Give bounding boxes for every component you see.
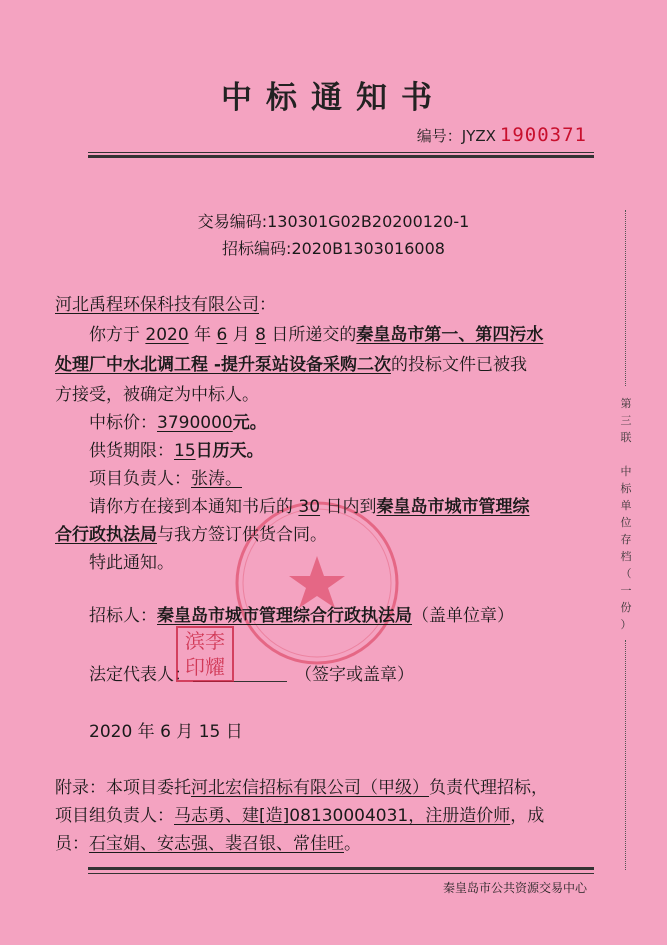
serial-label: 编号：JYZX: [416, 127, 496, 145]
code-block: [0, 208, 667, 262]
side-dotted-line-top: [625, 210, 628, 386]
appendix-line2: 项目组负责人：马志勇、建[造]08130004031，注册造价师，成: [55, 806, 545, 826]
side-note-char: 一: [620, 584, 632, 597]
side-copy-note: [617, 395, 635, 633]
recipient-name: 河北禹程环保科技有限公司: [55, 295, 259, 315]
side-note-char: 三: [620, 414, 632, 427]
side-note-char: 存: [620, 533, 632, 546]
appendix-line3: 员：石宝娟、安志强、裴召银、常佳旺。: [55, 834, 361, 854]
tender-code: 招标编码:2020B1303016008: [222, 239, 445, 258]
manager-line: 项目负责人：张涛。: [89, 469, 242, 489]
appendix-line1: 附录：本项目委托河北宏信招标有限公司（甲级）负责代理招标，: [55, 778, 548, 798]
side-note-char: 份: [620, 601, 632, 614]
side-note-char: （: [620, 567, 632, 580]
side-note-char: 位: [620, 516, 632, 529]
side-note-char: 单: [620, 499, 632, 512]
team-leader: 马志勇、建[造]08130004031，注册造价师: [174, 806, 511, 826]
recipient-line: 河北禹程环保科技有限公司：: [55, 295, 276, 315]
period-line: 供货期限：15日历天。: [89, 441, 264, 461]
contract-org-part2: 合行政执法局: [55, 525, 157, 545]
header-rule: [88, 152, 594, 153]
agency-name: 河北宏信招标有限公司（甲级）: [191, 778, 429, 798]
footer-rule-thick: [88, 867, 594, 870]
side-note-char: [617, 446, 635, 463]
footer-issuer: 秦皇岛市公共资源交易中心: [442, 881, 587, 895]
project-name-part1: 秦皇岛市第一、第四污水: [356, 325, 544, 345]
tenderer-name: 秦皇岛市城市管理综合行政执法局: [157, 606, 412, 626]
side-note-char: 第: [620, 397, 632, 410]
submit-month: 6: [216, 325, 228, 345]
side-note-char: 标: [620, 482, 632, 495]
price-line: 中标价：3790000元。: [89, 413, 267, 433]
para2-line2: 合行政执法局与我方签订供货合同。: [55, 525, 327, 545]
submit-year: 2020: [145, 325, 189, 345]
serial-number: [417, 124, 587, 146]
serial-number-value: 1900371: [499, 124, 587, 146]
para1-line1: 你方于 2020 年 6 月 8 日所递交的秦皇岛市第一、第四污水: [89, 325, 544, 345]
footer-rule: [88, 873, 594, 874]
project-name-part2: 处理厂中水北调工程 -提升泵站设备采购二次: [55, 355, 391, 375]
document-title: 中标通知书: [221, 80, 446, 116]
header-rule-thick: [88, 155, 594, 158]
side-note-char: 档: [620, 550, 632, 563]
contract-org-part1: 秦皇岛市城市管理综: [376, 497, 530, 517]
para1-line3: 方接受，被确定为中标人。: [55, 385, 259, 405]
legal-rep-seal: 滨李 印耀: [176, 626, 234, 682]
contract-days: 30: [298, 497, 321, 517]
bid-price: 3790000: [157, 413, 233, 433]
side-note-char: 中: [620, 465, 632, 478]
project-manager: 张涛。: [191, 469, 242, 489]
notice-closing: 特此通知。: [89, 553, 174, 573]
issue-date: 2020 年 6 月 15 日: [89, 722, 243, 742]
submit-day: 8: [255, 325, 266, 345]
side-note-char: 联: [620, 431, 632, 444]
team-members: 石宝娟、安志强、裴召银、常佳旺: [89, 834, 344, 854]
legal-rep-line: 法定代表人： （签字或盖章）: [89, 665, 414, 685]
side-note-char: ）: [620, 618, 632, 631]
side-dotted-line-bottom: [625, 640, 628, 870]
delivery-days: 15: [174, 441, 196, 461]
tenderer-line: 招标人：秦皇岛市城市管理综合行政执法局（盖单位章）: [89, 606, 514, 626]
para2-line1: 请你方在接到本通知书后的 30 日内到秦皇岛市城市管理综: [89, 497, 530, 517]
para1-line2: 处理厂中水北调工程 -提升泵站设备采购二次的投标文件已被我: [55, 355, 527, 375]
trade-code: 交易编码:130301G02B20200120-1: [197, 212, 470, 231]
